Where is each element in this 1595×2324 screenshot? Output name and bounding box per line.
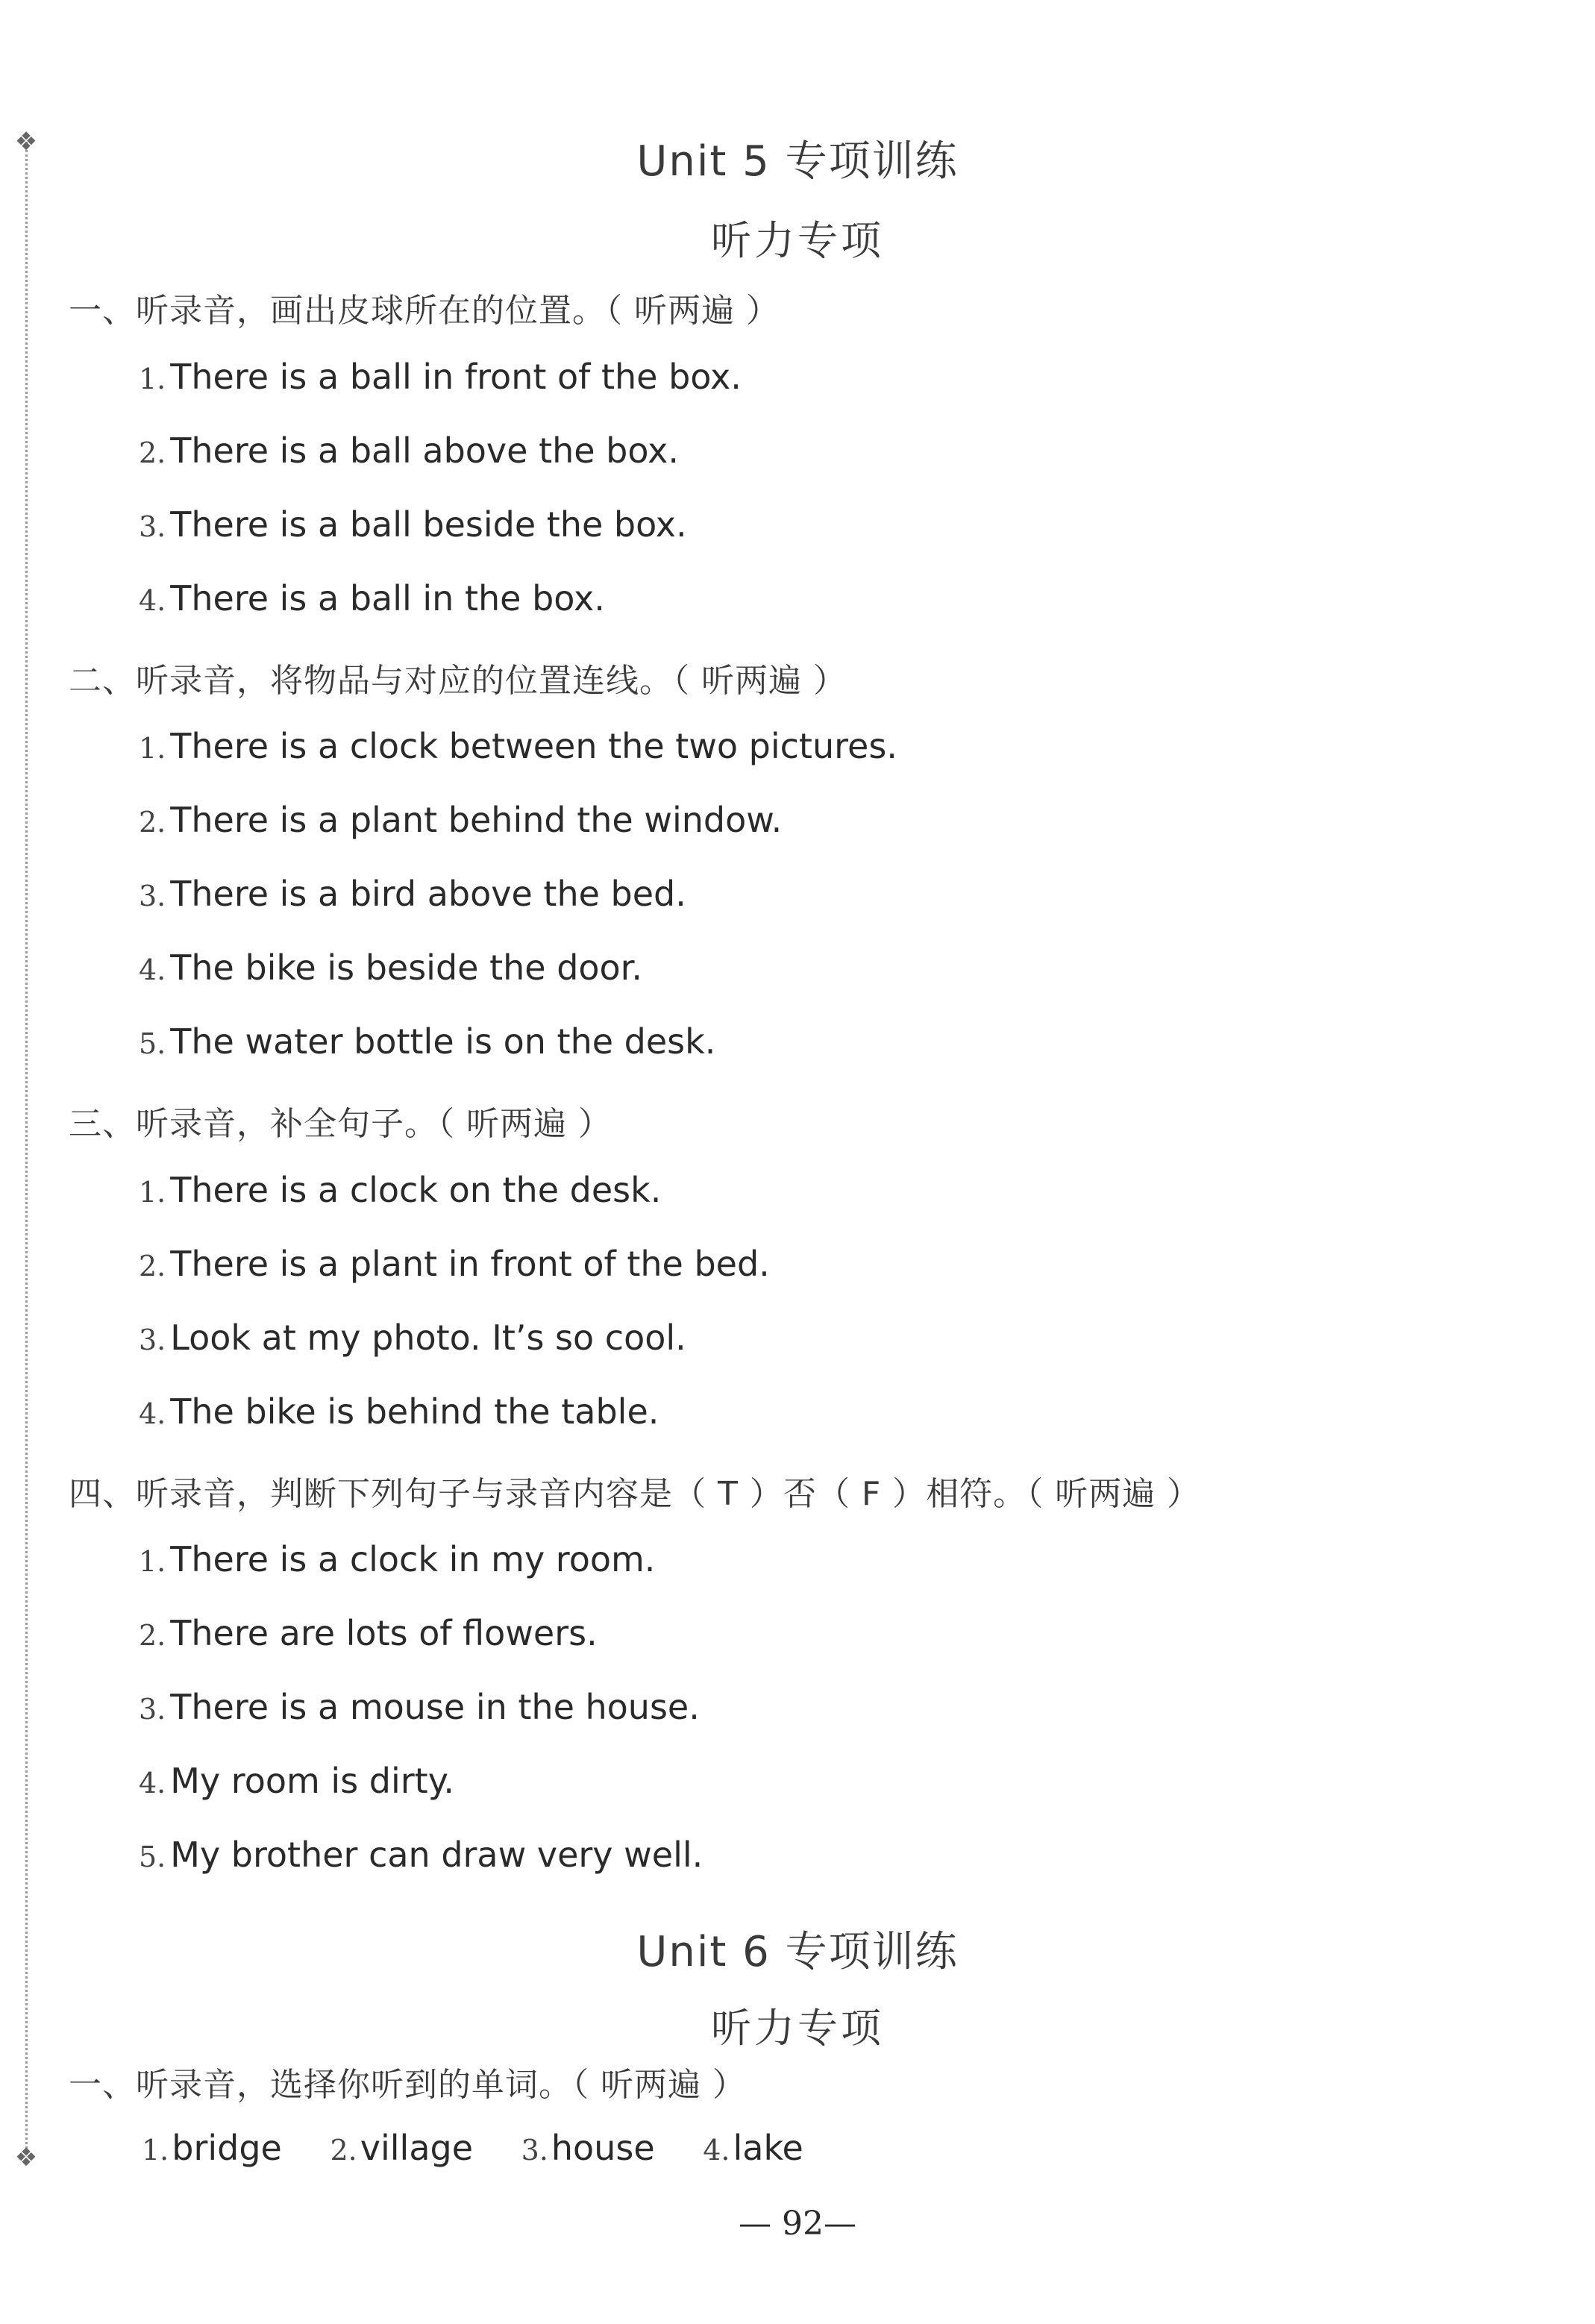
- list-item: [139, 1021, 715, 1062]
- item-text: My brother can draw very well.: [170, 1835, 704, 1875]
- item-text: There is a plant behind the window.: [170, 800, 783, 840]
- item-number: 2.: [139, 436, 166, 469]
- item-text: There is a plant in front of the bed.: [170, 1244, 770, 1284]
- list-item: [139, 948, 642, 988]
- list-item: [139, 1318, 686, 1358]
- item-text: There is a mouse in the house.: [170, 1687, 700, 1727]
- item-number: 4.: [703, 2134, 730, 2167]
- item-number: 2.: [139, 1619, 166, 1652]
- section-heading: 一、听录音，画出皮球所在的位置。（ 听两遍 ）: [69, 292, 780, 330]
- item-number: 1.: [142, 2134, 169, 2167]
- item-text: Look at my photo. It’s so cool.: [170, 1318, 686, 1358]
- item-number: 1.: [139, 363, 166, 395]
- item-text: There is a ball in the box.: [170, 578, 605, 618]
- item-number: 1.: [139, 1545, 166, 1578]
- item-text: There is a ball beside the box.: [170, 504, 687, 545]
- unit6-title: Unit 6 专项训练: [636, 1928, 959, 1976]
- item-number: 2.: [330, 2134, 357, 2167]
- item-number: 3.: [521, 2134, 548, 2167]
- item-number: 2.: [139, 806, 166, 839]
- item-text: lake: [733, 2128, 803, 2168]
- word-option: [703, 2128, 803, 2168]
- section-heading: 二、听录音，将物品与对应的位置连线。（ 听两遍 ）: [69, 662, 847, 700]
- list-item: [139, 1539, 655, 1579]
- item-text: There is a clock between the two pictures.: [170, 726, 897, 766]
- list-item: [139, 1170, 661, 1210]
- item-number: 2.: [139, 1250, 166, 1282]
- item-text: The bike is beside the door.: [170, 948, 642, 988]
- item-number: 1.: [139, 1176, 166, 1209]
- list-item: [139, 726, 897, 766]
- unit5-subtitle: 听力专项: [711, 217, 884, 264]
- list-item: [139, 1761, 454, 1801]
- list-item: [139, 430, 679, 471]
- binding-dotted-line: [25, 142, 28, 2149]
- unit6-subtitle: 听力专项: [711, 2005, 884, 2052]
- item-number: 3.: [139, 880, 166, 912]
- binding-knot-icon: ❖: [14, 2143, 38, 2173]
- list-item: [139, 504, 687, 545]
- list-item: [139, 1835, 703, 1875]
- word-option: [521, 2128, 655, 2168]
- page-number: — 92—: [739, 2205, 856, 2243]
- item-text: My room is dirty.: [170, 1761, 455, 1801]
- unit5-title: Unit 5 专项训练: [636, 137, 959, 186]
- item-text: There is a clock on the desk.: [170, 1170, 662, 1210]
- item-text: There is a ball above the box.: [170, 430, 679, 471]
- item-number: 5.: [139, 1841, 166, 1873]
- item-text: house: [551, 2128, 655, 2168]
- binding-knot-icon: ❖: [14, 127, 38, 157]
- item-text: There is a ball in front of the box.: [170, 357, 742, 397]
- section-heading: 四、听录音，判断下列句子与录音内容是（ T ）否（ F ）相符。（ 听两遍 ）: [69, 1475, 1201, 1513]
- item-number: 4.: [139, 584, 166, 617]
- item-number: 3.: [139, 1693, 166, 1726]
- list-item: [139, 357, 742, 397]
- item-number: 3.: [139, 510, 166, 543]
- list-item: [139, 578, 605, 618]
- list-item: [139, 1687, 700, 1727]
- item-text: There is a bird above the bed.: [170, 874, 686, 914]
- list-item: [139, 1391, 659, 1432]
- section-heading: 一、听录音，选择你听到的单词。（ 听两遍 ）: [69, 2066, 746, 2104]
- section-heading: 三、听录音，补全句子。（ 听两遍 ）: [69, 1105, 612, 1143]
- item-number: 1.: [139, 732, 166, 765]
- word-option: [330, 2128, 473, 2168]
- item-number: 3.: [139, 1324, 166, 1356]
- item-text: village: [360, 2128, 474, 2168]
- list-item: [139, 800, 782, 840]
- list-item: [139, 874, 686, 914]
- list-item: [139, 1244, 770, 1284]
- item-number: 5.: [139, 1027, 166, 1060]
- word-option: [142, 2128, 282, 2168]
- item-text: There are lots of flowers.: [170, 1613, 598, 1653]
- item-text: There is a clock in my room.: [170, 1539, 656, 1579]
- word-options-row: [142, 2128, 841, 2168]
- item-text: bridge: [172, 2128, 282, 2168]
- item-number: 4.: [139, 1397, 166, 1430]
- item-text: The bike is behind the table.: [170, 1391, 659, 1432]
- item-number: 4.: [139, 1767, 166, 1800]
- list-item: [139, 1613, 598, 1653]
- item-number: 4.: [139, 953, 166, 986]
- item-text: The water bottle is on the desk.: [170, 1021, 716, 1062]
